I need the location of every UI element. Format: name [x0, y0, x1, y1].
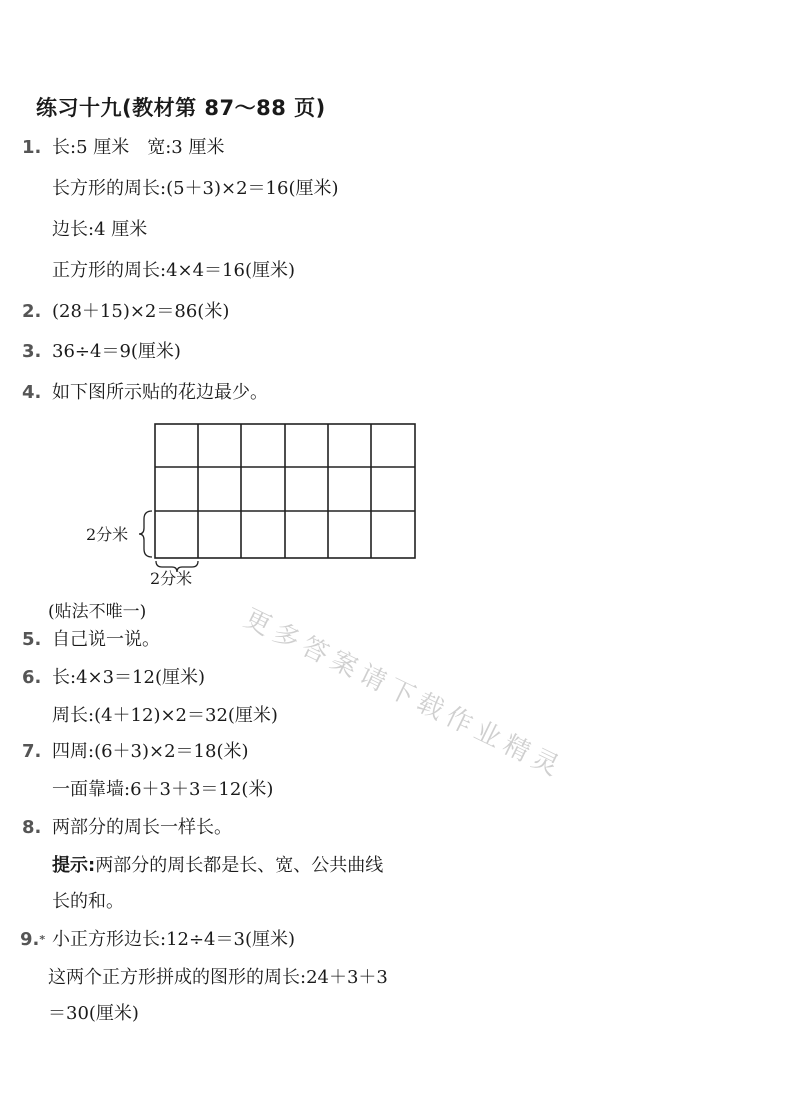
item-5-line-1: 自己说一说。	[52, 629, 160, 650]
item-number-6: 6.	[22, 667, 42, 688]
item-number-3: 3.	[22, 341, 42, 362]
watermark-text: 更多答案请下载作业精灵	[239, 603, 569, 785]
bottom-length-label: 2分米	[150, 569, 193, 588]
item-1-line-1: 长:5 厘米 宽:3 厘米	[52, 137, 225, 158]
item-number-8: 8.	[22, 817, 42, 838]
item-1-line-4: 正方形的周长:4×4＝16(厘米)	[52, 260, 295, 281]
item-9-line-2: 这两个正方形拼成的图形的周长:24＋3＋3	[48, 967, 388, 988]
item-6-line-2: 周长:(4＋12)×2＝32(厘米)	[52, 705, 278, 726]
item-2-line-1: (28＋15)×2＝86(米)	[52, 301, 230, 322]
item-9-line-1: 小正方形边长:12÷4＝3(厘米)	[52, 929, 295, 950]
hint-text: 两部分的周长都是长、宽、公共曲线	[95, 855, 384, 876]
item-7-line-1: 四周:(6＋3)×2＝18(米)	[52, 741, 249, 762]
item-number-9	[20, 928, 45, 952]
item-1-line-2: 长方形的周长:(5＋3)×2＝16(厘米)	[52, 178, 339, 199]
item-7-line-2: 一面靠墙:6＋3＋3＝12(米)	[52, 779, 274, 800]
item-number-1: 1.	[22, 137, 42, 158]
item-1-line-3: 边长:4 厘米	[52, 219, 148, 240]
item-3-line-1: 36÷4＝9(厘米)	[52, 341, 181, 362]
item-4-line-1: 如下图所示贴的花边最少。	[52, 382, 268, 403]
item-9-line-3: ＝30(厘米)	[48, 1003, 139, 1024]
hint-line-1	[52, 854, 383, 878]
side-brace	[139, 511, 152, 557]
item-number-5: 5.	[22, 629, 42, 650]
item-number-2: 2.	[22, 301, 42, 322]
hint-line-2: 长的和。	[52, 891, 124, 912]
hint-label: 提示:	[52, 855, 96, 876]
grid-lines	[155, 424, 415, 558]
figure-note: (贴法不唯一)	[48, 602, 147, 622]
item-9-num: 9.	[20, 929, 40, 950]
item-8-line-1: 两部分的周长一样长。	[52, 817, 232, 838]
item-number-4: 4.	[22, 382, 42, 403]
optional-star: *	[39, 933, 46, 946]
item-number-7: 7.	[22, 741, 42, 762]
tile-grid-figure	[80, 415, 425, 590]
page-title: 练习十九(教材第 87～88 页)	[36, 96, 326, 120]
item-6-line-1: 长:4×3＝12(厘米)	[52, 667, 205, 688]
side-length-label: 2分米	[86, 525, 129, 544]
